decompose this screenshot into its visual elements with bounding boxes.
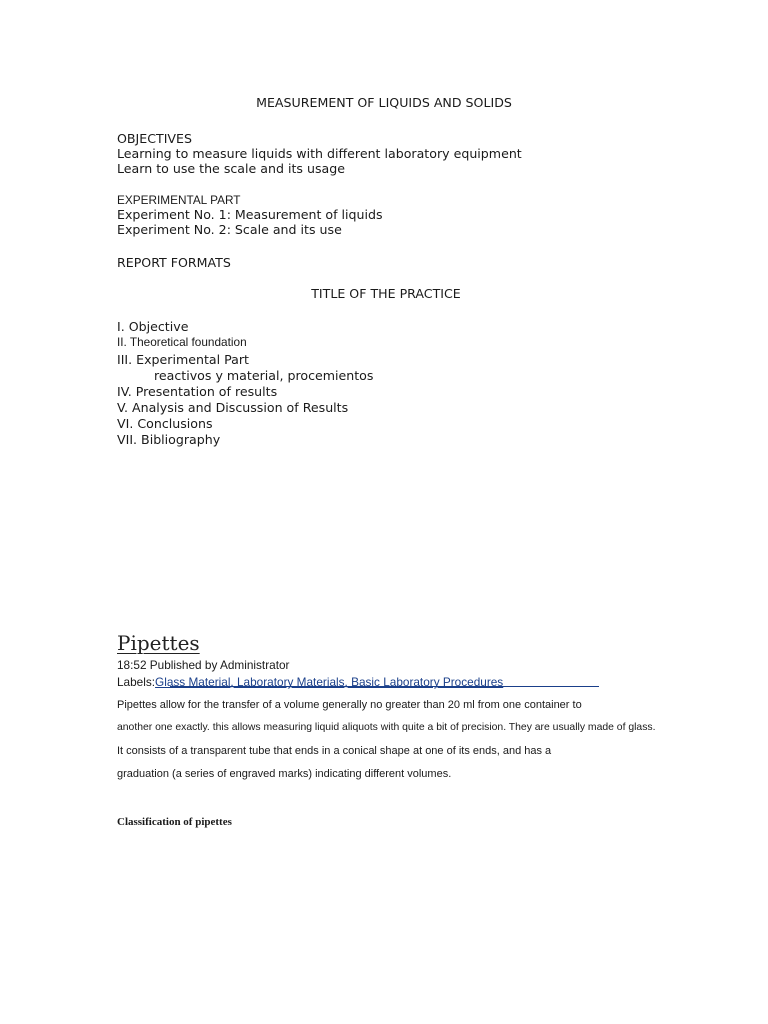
outline-subitem: reactivos y material, procemientos [154,368,374,383]
labels-underline [170,686,599,687]
labels-prefix: Labels: [117,675,156,689]
post-paragraph-line-2: another one exactly. this allows measuring liquid aliquots with quite a bit of precision. They are usually made of glass. [117,722,656,733]
post-paragraph-line-4: graduation (a series of engraved marks) indicating different volumes. [117,768,452,780]
experimental-heading: EXPERIMENTAL PART [117,193,241,207]
outline-item-2: II. Theoretical foundation [117,335,247,349]
outline-item-6: VI. Conclusions [117,416,213,431]
outline-item-1: I. Objective [117,319,189,334]
objectives-heading: OBJECTIVES [117,131,192,146]
post-title: Pipettes [117,631,200,655]
experiment-item-2: Experiment No. 2: Scale and its use [117,222,342,237]
document-title: MEASUREMENT OF LIQUIDS AND SOLIDS [256,95,512,110]
post-paragraph-line-3: It consists of a transparent tube that ends in a conical shape at one of its ends, and has a [117,745,552,757]
outline-item-4: IV. Presentation of results [117,384,278,399]
labels-link[interactable]: Glass Material, Laboratory Materials, Basic Laboratory Procedures [155,675,504,689]
post-paragraph-line-1: Pipettes allow for the transfer of a volume generally no greater than 20 ml from one container to [117,699,582,711]
outline-item-5: V. Analysis and Discussion of Results [117,400,349,415]
objective-item-1: Learning to measure liquids with different laboratory equipment [117,146,522,161]
outline-item-3: III. Experimental Part [117,352,249,367]
classification-heading: Classification of pipettes [117,816,232,828]
practice-title: TITLE OF THE PRACTICE [311,286,461,301]
outline-item-7: VII. Bibliography [117,432,221,447]
report-formats-heading: REPORT FORMATS [117,255,231,270]
post-meta: 18:52 Published by Administrator [117,658,290,672]
objective-item-2: Learn to use the scale and its usage [117,161,345,176]
experiment-item-1: Experiment No. 1: Measurement of liquids [117,207,383,222]
